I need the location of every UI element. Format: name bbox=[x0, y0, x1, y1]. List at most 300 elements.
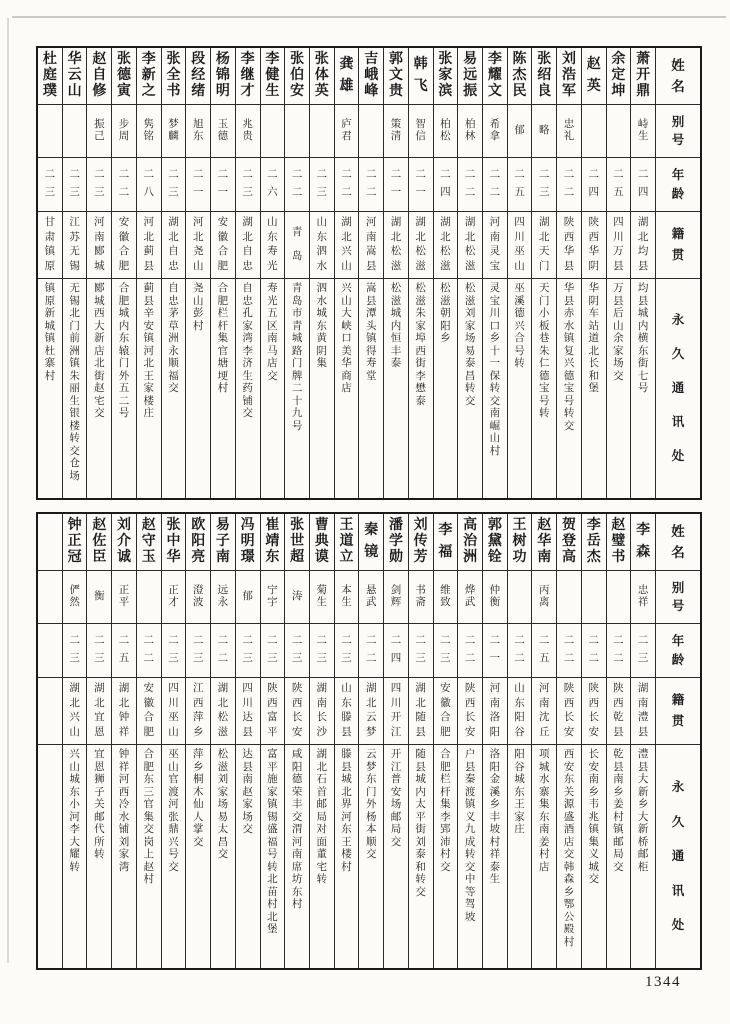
glyph: 长 bbox=[588, 749, 599, 760]
glyph: 乾 bbox=[613, 749, 624, 760]
glyph: 大 bbox=[637, 811, 649, 823]
glyph: 东 bbox=[637, 345, 649, 357]
glyph: 太 bbox=[217, 824, 229, 835]
glyph: 姓 bbox=[671, 523, 685, 539]
name-cell bbox=[384, 48, 408, 105]
glyph: 三 bbox=[267, 653, 278, 665]
glyph: 嵩 bbox=[365, 283, 377, 294]
glyph: 忠 bbox=[168, 260, 179, 272]
alias-cell bbox=[285, 571, 309, 624]
glyph: 谷 bbox=[514, 761, 525, 773]
glyph: 泗 bbox=[316, 283, 328, 294]
glyph: 安 bbox=[390, 786, 402, 798]
glyph: 阳 bbox=[514, 749, 525, 760]
glyph: 东 bbox=[316, 231, 328, 243]
glyph: 二 bbox=[94, 169, 105, 181]
glyph: 街 bbox=[415, 358, 426, 369]
glyph: 湖 bbox=[637, 217, 649, 228]
glyph: 蓟 bbox=[143, 246, 155, 257]
glyph: 四 bbox=[390, 683, 402, 694]
glyph: 旭 bbox=[192, 118, 204, 130]
alias-cell bbox=[532, 105, 556, 158]
glyph: 村 bbox=[440, 849, 451, 860]
glyph: 大 bbox=[94, 320, 105, 332]
glyph: 王 bbox=[514, 799, 525, 810]
name-cell bbox=[137, 514, 161, 571]
glyph: 尧 bbox=[192, 246, 204, 257]
address-cell bbox=[582, 745, 606, 968]
glyph: 药 bbox=[242, 383, 253, 394]
glyph: 刘 bbox=[117, 518, 132, 533]
origin-cell bbox=[483, 212, 507, 279]
age-cell bbox=[112, 158, 136, 212]
glyph: 四 bbox=[637, 187, 649, 199]
glyph: 江 bbox=[69, 217, 80, 228]
address-cell bbox=[87, 279, 111, 498]
glyph: 三 bbox=[440, 653, 451, 665]
glyph: 河 bbox=[143, 345, 155, 357]
glyph: 南 bbox=[316, 697, 328, 709]
glyph: 本 bbox=[341, 584, 352, 596]
glyph: 民 bbox=[512, 84, 527, 99]
glyph: 一 bbox=[217, 187, 229, 199]
glyph: 县 bbox=[613, 260, 624, 272]
entry-column bbox=[334, 48, 359, 498]
origin-cell bbox=[261, 212, 285, 279]
glyph: 路 bbox=[291, 345, 303, 357]
glyph: 湖 bbox=[94, 683, 105, 694]
glyph: 峡 bbox=[341, 320, 352, 332]
glyph: 梦 bbox=[365, 761, 377, 773]
glyph: 湖 bbox=[168, 217, 179, 228]
glyph: 三 bbox=[291, 653, 303, 665]
glyph: 三 bbox=[242, 653, 253, 665]
glyph: 河 bbox=[365, 217, 377, 228]
glyph: 明 bbox=[240, 534, 255, 549]
glyph: 张 bbox=[537, 52, 552, 67]
name-cell bbox=[63, 48, 87, 105]
glyph: 安 bbox=[143, 320, 155, 332]
glyph: 随 bbox=[415, 749, 426, 760]
name-cell bbox=[359, 514, 383, 571]
glyph: 号 bbox=[563, 395, 575, 407]
glyph: 镇 bbox=[613, 824, 624, 835]
glyph: 恩 bbox=[94, 761, 105, 773]
glyph: 子 bbox=[94, 786, 105, 798]
glyph: 局 bbox=[613, 849, 624, 860]
glyph: 刘 bbox=[415, 836, 426, 848]
glyph: 交 bbox=[563, 849, 575, 860]
glyph: 村 bbox=[539, 849, 550, 860]
glyph: 礼 bbox=[563, 131, 575, 142]
glyph: 盛 bbox=[267, 824, 278, 835]
glyph: 达 bbox=[242, 749, 253, 760]
glyph: 长 bbox=[316, 712, 328, 723]
glyph: 县 bbox=[637, 726, 649, 738]
glyph: 西 bbox=[563, 697, 575, 709]
glyph: 嵩 bbox=[365, 246, 377, 257]
glyph: 通 bbox=[671, 381, 685, 396]
header-address-cell bbox=[656, 279, 700, 498]
glyph: 恩 bbox=[94, 726, 105, 738]
glyph: 正 bbox=[67, 534, 82, 549]
glyph: 北 bbox=[341, 786, 352, 798]
glyph: 转 bbox=[69, 433, 80, 444]
age-cell bbox=[631, 158, 655, 212]
glyph: 赵 bbox=[94, 383, 105, 394]
age-cell bbox=[261, 624, 285, 678]
glyph: 新 bbox=[637, 824, 649, 835]
glyph: 头 bbox=[365, 320, 377, 332]
address-cell bbox=[236, 745, 260, 968]
glyph: 北 bbox=[94, 358, 105, 369]
glyph: 张 bbox=[314, 52, 329, 67]
glyph: 义 bbox=[464, 811, 476, 823]
age-cell bbox=[211, 158, 235, 212]
alias-cell bbox=[186, 105, 210, 158]
glyph: 肥 bbox=[440, 726, 451, 738]
glyph: 外 bbox=[118, 370, 130, 382]
glyph: 郭 bbox=[388, 52, 403, 67]
glyph: 横 bbox=[637, 333, 649, 344]
glyph: 交 bbox=[143, 824, 155, 835]
glyph: 肥 bbox=[118, 260, 130, 272]
age-cell bbox=[63, 158, 87, 212]
glyph: 李 bbox=[438, 523, 453, 539]
glyph: 曹 bbox=[314, 518, 329, 533]
glyph: 谟 bbox=[314, 550, 329, 565]
glyph: 达 bbox=[242, 712, 253, 723]
glyph: 二 bbox=[94, 635, 105, 647]
glyph: 宝 bbox=[539, 383, 550, 394]
glyph: 乡 bbox=[563, 886, 575, 898]
origin-cell bbox=[162, 212, 186, 279]
glyph: 三 bbox=[143, 786, 155, 798]
entry-column bbox=[457, 48, 482, 498]
entry-column bbox=[284, 514, 309, 968]
glyph: 寨 bbox=[44, 358, 56, 369]
glyph: 开 bbox=[390, 749, 402, 760]
alias-cell bbox=[310, 571, 334, 624]
glyph: 丰 bbox=[489, 811, 501, 823]
entry-column bbox=[210, 514, 235, 968]
glyph: 远 bbox=[217, 584, 229, 596]
glyph: 云 bbox=[67, 68, 82, 83]
glyph: 山 bbox=[69, 761, 80, 773]
glyph: 镇 bbox=[143, 333, 155, 344]
glyph: 渡 bbox=[464, 786, 476, 798]
glyph: 乡 bbox=[613, 786, 624, 798]
entry-column bbox=[383, 48, 408, 498]
glyph: 转 bbox=[464, 383, 476, 394]
glyph: 等 bbox=[464, 886, 476, 898]
glyph: 鼎 bbox=[168, 824, 179, 835]
glyph: 桐 bbox=[192, 774, 204, 785]
origin-cell bbox=[63, 212, 87, 279]
glyph: 外 bbox=[365, 799, 377, 810]
glyph: 沙 bbox=[316, 726, 328, 738]
address-cell bbox=[532, 279, 556, 498]
address-cell bbox=[458, 279, 482, 498]
glyph: 锡 bbox=[267, 811, 278, 823]
glyph: 牌 bbox=[291, 370, 303, 382]
entry-column bbox=[383, 514, 408, 968]
name-cell bbox=[112, 514, 136, 571]
glyph: 二 bbox=[341, 169, 352, 181]
glyph: 五 bbox=[118, 383, 130, 394]
glyph: 德 bbox=[291, 774, 303, 785]
glyph: 门 bbox=[69, 320, 80, 332]
name-cell bbox=[211, 48, 235, 105]
origin-cell bbox=[409, 212, 433, 279]
origin-cell bbox=[112, 212, 136, 279]
address-cell bbox=[384, 745, 408, 968]
glyph: 义 bbox=[588, 849, 599, 860]
glyph: 水 bbox=[316, 295, 328, 307]
address-cell bbox=[186, 745, 210, 968]
glyph: 安 bbox=[588, 761, 599, 773]
glyph: 安 bbox=[143, 683, 155, 694]
glyph: 村 bbox=[44, 370, 56, 382]
glyph: 南 bbox=[489, 231, 501, 243]
glyph: 集 bbox=[588, 836, 599, 848]
glyph: 村 bbox=[341, 861, 352, 873]
glyph: 村 bbox=[217, 383, 229, 394]
glyph: 大 bbox=[341, 308, 352, 319]
glyph: 二 bbox=[341, 187, 352, 199]
entry-column bbox=[111, 48, 136, 498]
glyph: 渡 bbox=[168, 786, 179, 798]
glyph: 四 bbox=[588, 187, 599, 199]
glyph: 二 bbox=[217, 169, 229, 181]
glyph: 传 bbox=[413, 534, 428, 549]
name-cell bbox=[359, 48, 383, 105]
age-cell bbox=[285, 624, 309, 678]
glyph: 李 bbox=[636, 523, 651, 539]
address-cell bbox=[38, 745, 62, 968]
address-cell bbox=[162, 745, 186, 968]
age-cell bbox=[335, 158, 359, 212]
glyph: 乡 bbox=[489, 799, 501, 810]
glyph: 桥 bbox=[637, 836, 649, 848]
glyph: 福 bbox=[438, 544, 453, 560]
glyph: 镇 bbox=[44, 283, 56, 294]
address-cell bbox=[112, 279, 136, 498]
glyph: 店 bbox=[563, 836, 575, 848]
glyph: 家 bbox=[118, 849, 130, 860]
entry-column bbox=[235, 514, 260, 968]
glyph: 耀 bbox=[69, 849, 80, 860]
glyph: 蓟 bbox=[143, 283, 155, 294]
glyph: 草 bbox=[168, 320, 179, 332]
glyph: 西 bbox=[94, 308, 105, 319]
glyph: 山 bbox=[341, 683, 352, 694]
glyph: 二 bbox=[118, 169, 130, 181]
glyph: 张 bbox=[290, 518, 305, 533]
glyph: 寅 bbox=[117, 84, 132, 99]
glyph: 家 bbox=[613, 345, 624, 357]
glyph: 城 bbox=[69, 774, 80, 785]
glyph: 埠 bbox=[415, 333, 426, 344]
age-cell bbox=[458, 158, 482, 212]
glyph: 灵 bbox=[489, 246, 501, 257]
glyph: 陕 bbox=[588, 683, 599, 694]
glyph: 张 bbox=[117, 52, 132, 67]
glyph: 铭 bbox=[143, 131, 155, 142]
name-cell bbox=[310, 514, 334, 571]
glyph: 号 bbox=[539, 395, 550, 407]
glyph: 太 bbox=[415, 799, 426, 810]
glyph: 云 bbox=[365, 712, 377, 723]
entry-column bbox=[531, 48, 556, 498]
glyph: 松 bbox=[217, 712, 229, 723]
glyph: 沈 bbox=[539, 712, 550, 723]
glyph: 定 bbox=[611, 68, 626, 83]
glyph: 城 bbox=[291, 333, 303, 344]
glyph: 韩 bbox=[413, 57, 428, 73]
age-cell bbox=[483, 624, 507, 678]
address-cell bbox=[38, 279, 62, 498]
glyph: 姜 bbox=[613, 799, 624, 810]
glyph: 昌 bbox=[217, 836, 229, 848]
glyph: 兴 bbox=[341, 283, 352, 294]
glyph: 号 bbox=[118, 408, 130, 419]
alias-cell bbox=[458, 571, 482, 624]
glyph: 湖 bbox=[637, 683, 649, 694]
age-cell bbox=[236, 624, 260, 678]
glyph: 龚 bbox=[339, 57, 354, 73]
glyph: 县 bbox=[613, 726, 624, 738]
glyph: 鼎 bbox=[636, 84, 651, 99]
glyph: 巫 bbox=[514, 246, 525, 257]
glyph: 北 bbox=[440, 231, 451, 243]
glyph: 大 bbox=[637, 774, 649, 785]
glyph: 肥 bbox=[217, 295, 229, 307]
glyph: 城 bbox=[539, 761, 550, 773]
alias-cell bbox=[557, 105, 581, 158]
glyph: 楼 bbox=[341, 849, 352, 860]
address-cell bbox=[458, 745, 482, 968]
glyph: 易 bbox=[463, 52, 478, 67]
glyph: 光 bbox=[267, 260, 278, 272]
glyph: 祥 bbox=[118, 726, 130, 738]
entry-column bbox=[111, 514, 136, 968]
glyph: 李 bbox=[415, 370, 426, 382]
glyph: 华 bbox=[67, 52, 82, 67]
glyph: 别 bbox=[671, 581, 685, 595]
glyph: 步 bbox=[118, 118, 130, 130]
glyph: 洲 bbox=[69, 345, 80, 357]
glyph: 自 bbox=[168, 246, 179, 257]
glyph: 正 bbox=[118, 584, 130, 596]
glyph: 永 bbox=[217, 597, 229, 608]
glyph: 韦 bbox=[588, 799, 599, 810]
glyph: 三 bbox=[94, 187, 105, 199]
age-cell bbox=[359, 158, 383, 212]
address-cell bbox=[359, 279, 383, 498]
glyph: 永 bbox=[671, 313, 685, 328]
glyph: 甘 bbox=[44, 217, 56, 228]
age-cell bbox=[186, 624, 210, 678]
name-cell bbox=[186, 514, 210, 571]
glyph: 王 bbox=[512, 518, 527, 533]
glyph: 安 bbox=[588, 726, 599, 738]
glyph: 陕 bbox=[613, 683, 624, 694]
age-cell bbox=[87, 158, 111, 212]
glyph: 庄 bbox=[514, 824, 525, 835]
glyph: 冠 bbox=[67, 550, 82, 565]
name-cell bbox=[607, 514, 631, 571]
alias-cell bbox=[63, 105, 87, 158]
origin-cell bbox=[236, 212, 260, 279]
glyph: 华 bbox=[341, 358, 352, 369]
glyph: 四 bbox=[440, 187, 451, 199]
alias-cell bbox=[162, 105, 186, 158]
glyph: 首 bbox=[316, 786, 328, 798]
glyph: 岛 bbox=[291, 295, 303, 307]
glyph: 富 bbox=[267, 712, 278, 723]
glyph: 新 bbox=[94, 333, 105, 344]
glyph: 阳 bbox=[191, 534, 206, 549]
glyph: 家 bbox=[217, 786, 229, 798]
glyph: 湖 bbox=[217, 683, 229, 694]
age-cell bbox=[112, 624, 136, 678]
glyph: 阴 bbox=[588, 295, 599, 307]
glyph: 黄 bbox=[316, 333, 328, 344]
glyph: 文 bbox=[487, 84, 502, 99]
origin-cell bbox=[483, 678, 507, 745]
glyph: 荣 bbox=[291, 786, 303, 798]
glyph: 北 bbox=[118, 697, 130, 709]
glyph: 自 bbox=[92, 68, 107, 83]
glyph: 栏 bbox=[217, 308, 229, 319]
glyph: 英 bbox=[314, 84, 329, 99]
glyph: 交 bbox=[563, 420, 575, 432]
glyph: 前 bbox=[69, 333, 80, 344]
glyph: 三 bbox=[192, 653, 204, 665]
glyph: 名 bbox=[671, 78, 685, 94]
glyph: 保 bbox=[489, 370, 501, 382]
glyph: 溪 bbox=[489, 786, 501, 798]
glyph: 转 bbox=[316, 874, 328, 885]
glyph: 场 bbox=[390, 799, 402, 810]
origin-cell bbox=[162, 678, 186, 745]
glyph: 柏 bbox=[464, 118, 476, 130]
glyph: 刘 bbox=[217, 774, 229, 785]
glyph: 城 bbox=[588, 861, 599, 873]
glyph: 交 bbox=[365, 849, 377, 860]
glyph: 黛 bbox=[487, 534, 502, 549]
glyph: 兴 bbox=[168, 836, 179, 848]
alias-cell bbox=[211, 571, 235, 624]
glyph: 埂 bbox=[217, 370, 229, 382]
glyph: 乾 bbox=[613, 712, 624, 723]
address-cell bbox=[310, 745, 334, 968]
glyph: 二 bbox=[514, 169, 525, 181]
glyph: 北 bbox=[267, 911, 278, 923]
glyph: 坊 bbox=[291, 874, 303, 885]
glyph: 南 bbox=[537, 550, 552, 565]
glyph: 肥 bbox=[440, 761, 451, 773]
name-cell bbox=[557, 48, 581, 105]
glyph: 徽 bbox=[217, 231, 229, 243]
glyph: 长 bbox=[563, 712, 575, 723]
name-cell bbox=[508, 48, 532, 105]
glyph: 新 bbox=[637, 786, 649, 798]
glyph: 松 bbox=[440, 131, 451, 142]
entry-column bbox=[185, 514, 210, 968]
glyph: 西 bbox=[613, 697, 624, 709]
